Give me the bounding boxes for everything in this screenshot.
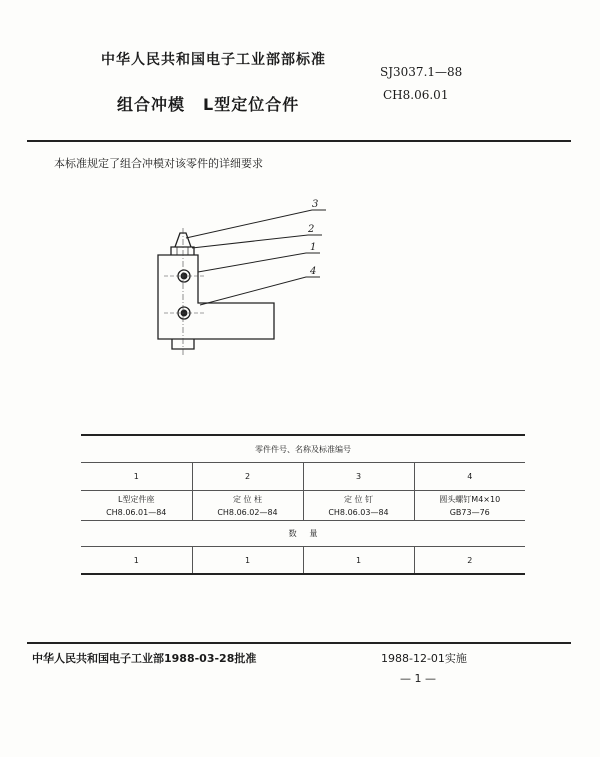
parts-table (81, 434, 525, 575)
approval-line: 中华人民共和国电子工业部1988-03-28批准 (32, 652, 257, 665)
standard-code: SJ3037.1—88 (380, 65, 463, 79)
title-sub: L型定位合件 (203, 95, 300, 114)
part-name: L型定件座 (118, 494, 155, 504)
l-base-outline (158, 255, 274, 339)
part-cell (303, 491, 414, 521)
part-number: 1 (133, 472, 139, 481)
pin-collar (171, 247, 194, 255)
page-number: — 1 — (400, 672, 436, 685)
part-cell (414, 491, 525, 521)
intro-text: 本标准规定了组合冲模对该零件的详细要求 (54, 157, 263, 170)
part-code: CH8.06.01—84 (106, 507, 167, 517)
part-number: 2 (192, 463, 303, 491)
callout-1: 1 (310, 242, 317, 253)
part-code: CH8.06.01 (383, 88, 449, 102)
quantity-value: 1 (192, 547, 303, 574)
callout-2: 2 (308, 224, 315, 235)
table-header: 零件件号、名称及标准编号 (255, 444, 351, 454)
part-code: CH8.06.02—84 (217, 507, 278, 517)
part-name: 定 位 钉 (343, 494, 374, 504)
footer-rule (27, 642, 571, 644)
part-number: 3 (303, 463, 414, 491)
title-main: 组合冲模 (117, 95, 186, 114)
part-cell (192, 491, 303, 521)
quantity-value: 1 (133, 555, 139, 565)
part-code: CH8.06.03—84 (328, 507, 389, 517)
part-number: 4 (414, 463, 525, 491)
quantity-value: 2 (414, 547, 525, 574)
quantity-value: 1 (303, 547, 414, 574)
part-cell (81, 491, 192, 521)
issuing-organization: 中华人民共和国电子工业部部标准 (101, 52, 326, 68)
part-code: GB73—76 (449, 507, 490, 517)
callout-3: 3 (312, 199, 319, 210)
part-name: 定 位 柱 (232, 494, 263, 504)
effective-date: 1988-12-01实施 (381, 652, 467, 665)
callout-4: 4 (310, 266, 317, 277)
quantity-header: 数 量 (288, 529, 318, 538)
part-name: 圆头螺钉M4×10 (439, 494, 501, 504)
